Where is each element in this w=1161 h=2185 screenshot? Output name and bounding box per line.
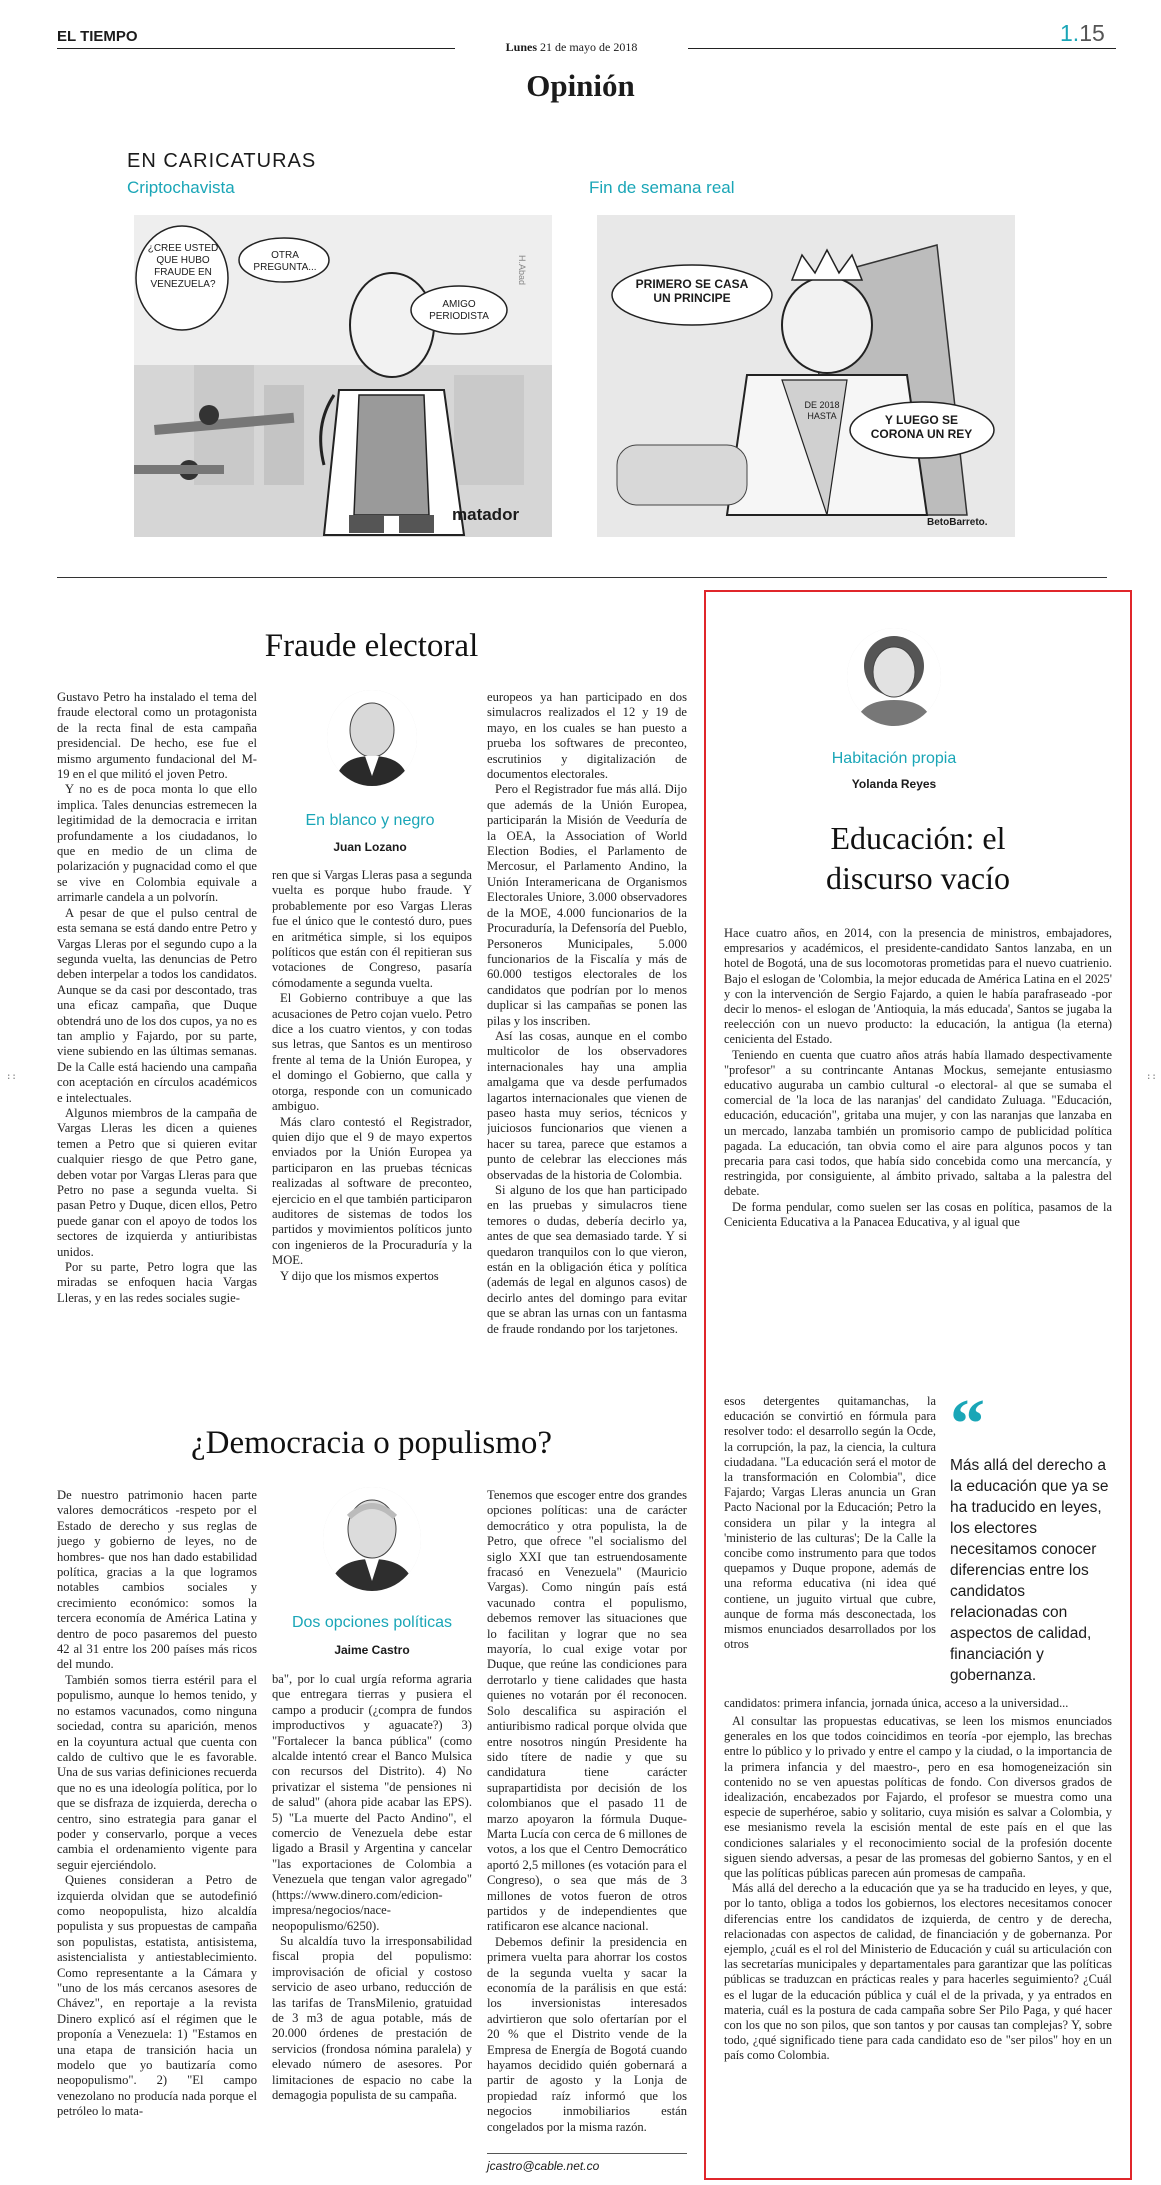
fraude-author: Juan Lozano (333, 840, 407, 854)
educacion-intro (724, 926, 1112, 1394)
fraude-paragraph: Más claro contestó el Registrador, quien dijo que el 9 de mayo expertos enviados por la Unión Europea ya participaron en las pruebas técnicas realizadas al software de preconteo, ejercicio en el que también participaron auditores de sistemas de todos los partidos y movimientos políticos junto con ingenieros de la Procuraduría y la MOE. (272, 1114, 472, 1268)
educacion-paragraph: Hace cuatro años, en 2014, con la presencia de ministros, embajadores, empresarios y académicos, el presidente-candidato Santos lanzaba, en un hotel de Bogotá, una de sus locomotoras prometidas para el nuevo cuatrienio. Bajo el eslogan de 'Colombia, la mejor educada de América Latina en el 2025' y con la intervención de Sergio Fajardo, a quien le había parafraseado -por decir lo menos- el eslogan de 'Antioquia, la más educada', Santos se jugaba la reelección con un nuevo producto: la educación, la antigua (la eterna) cenicienta del Estado. (724, 926, 1112, 1047)
cartoon-right-sash: DE 2018 HASTA (804, 400, 840, 421)
jaime-castro-portrait (323, 1487, 421, 1591)
header-rule-left (57, 48, 455, 49)
educacion-paragraph: Teniendo en cuenta que cuatro años atrás había llamado despectivamente "profesor" a su contrincante Antanas Mockus, semejante entusiasmo educativo auguraba un cambio cultural -o electoral- al que se sumaba el comercial de 'la loca de las naranjas' del candidato Zuluaga. "Educación, educación, educación", gritaba una mujer, y con las naranjas que lanzaba en un mercado, lanzaba también un promisorio campo de publicidad política pagada. La educación, tan obvia como el aire para algunos pocos y tan precaria para casi todos, que había sido concebida como una mercancía, y restringida, por consiguiente, al ámbito privado, saltaba a la palestra del debate. (724, 1047, 1112, 1199)
educacion-narrow-column (724, 1394, 936, 1694)
fraude-paragraph: El Gobierno contribuye a que las acusaciones de Petro cojan vuelo. Petro dice a los cuatro vientos, y con todas sus letras, que Santos es un mentiroso frente al tema de la Unión Europea, y el domingo el Gobierno, que calla y otorga, responde con un comunicado ambiguo. (272, 991, 472, 1114)
svg-text:H.Abad: H.Abad (517, 255, 527, 286)
fraude-paragraph: Por su parte, Petro logra que las miradas se enfoquen hacia Vargas Lleras, y en las redes sociales sugie- (57, 1260, 257, 1305)
fraude-paragraph: A pesar de que el pulso central de esta semana se está dando entre Petro y Vargas Lleras por el segundo cupo a la segunda vuelta, las denuncias de Petro deben interpelar a todos los candidatos. Aunque se da casi por descontado, tras una eficaz campaña, que Duque obtendrá uno de los dos cupos, ya no es tan amplio y Fajardo, por su parte, viene subiendo en las últimas semanas. De la Calle está haciendo una campaña con aceptación en círculos académicos e intelectuales. (57, 905, 257, 1105)
democracia-column-3 (487, 1488, 687, 2148)
democracia-paragraph: Tenemos que escoger entre dos grandes opciones políticas: una de carácter democrático y otra populista, la de Petro, que ofrece "el socialismo del siglo XXI que tan estruendosamente fracasó en Venezuela" (Mauricio Vargas). Como ningún país está vacunado contra el populismo, debemos remover las situaciones que lo facilitan y lograr que no sea mayoría, lo cual exige votar por Duque, que reúne las condiciones para derrotarlo y tiene calidades que hasta quienes no votarán por él reconocen. Solo descalifica su aspiración el antiuribismo radical porque olvida que entre nosotros ningún Presidente ha sido títere de nadie y que su candidatura tiene carácter suprapartidista por decisión de los colombianos que el pasado 11 de marzo apoyaron la fórmula Duque-Marta Lucía con cerca de 6 millones de votos, a los que el Centro Democrático aportó 2,5 millones (es votación para el Congreso), o sea que más de 3 millones de votos fueron de otros partidos y de independientes que ratificaron ese alcance nacional. (487, 1488, 687, 1934)
fraude-column-2 (272, 868, 472, 1380)
cartoon-right-caption: Fin de semana real (589, 178, 735, 197)
educacion-paragraph: Más allá del derecho a la educación que ya se ha traducido en leyes, y que, por lo tanto, obliga a todos los gobiernos, los electores necesitamos conocer diferencias entre los candidatos de izquierda, de centro y de derecha, relacionadas con aspectos de calidad, de financiación y de gobernanza. Por ejemplo, ¿cuál es el rol del Ministerio de Educación y cuál su articulación con las secretarías municipales y departamentales para garantizar que las políticas públicas se traduzcan en prácticas reales y para hacerles seguimiento? ¿Cuál es el lugar de la educación pública y cuál el de la privada, y ya entrados en materia, cuál es la postura de cada campaña sobre Ser Pilo Paga, y qué hacer con los que no son pilos, que son tantos y por causas tan complejas? Y, sobre todo, ¿qué significado tiene para cada candidato eso de "ser pilos" hoy en un país como Colombia. (724, 1881, 1112, 2063)
educacion-headline-line-1: Educación: el (830, 820, 1006, 856)
cartoon-left-signature: matador (452, 505, 520, 524)
date-rest: 21 de mayo de 2018 (537, 40, 638, 54)
cartoons-heading: EN CARICATURAS (127, 150, 317, 172)
democracia-author: Jaime Castro (334, 1643, 410, 1657)
educacion-paragraph: candidatos: primera infancia, jornada única, acceso a la universidad... (724, 1696, 1069, 1710)
democracia-paragraph: También somos tierra estéril para el populismo, aunque lo hemos tenido, y no estamos vacunados, como ninguna sociedad, contra su aparición, menos en la coyuntura actual que cuenta con caldo de cultivo que le es favorable. Una de sus varias definiciones recuerda que no es una ideología política, por lo que se disfraza de izquierda, derecha o centro, sino estrategia para ganar el poder y conservarlo, porque a veces cambia el ordenamiento vigente para seguir ejerciéndolo. (57, 1672, 257, 1872)
fraude-paragraph: europeos ya han participado en dos simulacros realizados el 12 y 19 de mayo, en los cuales se han puesto a prueba los softwares de preconteo, escrutinios y digitalización de documentos electorales. (487, 690, 687, 782)
dateline (455, 40, 688, 55)
fraude-column-1 (57, 690, 257, 1380)
fraude-paragraph: Y no es de poca monta lo que ello implica. Tales denuncias estremecen la legitimidad de la democracia e irritan profundamente a los ciudadanos, lo que en medio de un clima de polarización y pugnacidad como el que se vive en Colombia equivale a arrimarle candela a un polvorín. (57, 782, 257, 905)
registration-mark-left: :: (6, 1072, 17, 1082)
democracia-paragraph: ba", por lo cual urgía reforma agraria que entregara tierras y pusiera el campo a producir (¿compra de fundos improductivos y aguacate?) 3) "Fortalecer la banca pública" (como alcalde intentó crear el Banco Mulsica con recursos del Distrito). 4) No privatizar el sistema "de pensiones ni de salud" (ahora pide acabar las EPS). 5) "La muerte del Pacto Andino", el comercio de Venezuela debe estar ligado a Brasil y Argentina y cancelar "las exportaciones de Colombia a Venezuela que tengan valor agregado" (https://www.dinero.com/edicion-impresa/negocios/nace-neopopulismo/6250). (272, 1672, 472, 1933)
fraude-paragraph: ren que si Vargas Lleras pasa a segunda vuelta es porque hubo fraude. Y probablemente por eso Vargas Lleras fue el único que le contestó duro, pues en aritmética simple, si los equipos políticos que están con él repitieran sus votaciones de Congreso, pasaría cómodamente a segunda vuelta. (272, 868, 472, 990)
header-rule-right (688, 48, 1116, 49)
democracia-paragraph: Debemos definir la presidencia en primera vuelta para ahorrar los costos de la segunda vuelta y sacar la economía de la parálisis en que está: los inversionistas interesados advirtieron que solo ofertarían por el 20 % que el Distrito vende de la Empresa de Energía de Bogotá cuando hayamos decidido quién gobernará a partir de agosto y la Lonja de propiedad raíz informó que los negocios inmobiliarios están congelados por la misma razón. (487, 1934, 687, 2134)
cartoon-criptochavista (134, 215, 552, 537)
section-title: Opinión (526, 68, 635, 103)
democracia-column-name: Dos opciones políticas (291, 1614, 453, 1631)
cartoon-right-signature: BetoBarreto. (927, 517, 988, 528)
educacion-paragraph: Al consultar las propuestas educativas, se leen los mismos enunciados generales en los que todos coincidimos en teoría -por ejemplo, las brechas entre lo público y lo privado y entre el campo y la ciudad, o la importancia de la primera infancia y del maestro-, pero en esa homogeneización sin contenido no se ven apuestas políticas de fondo. Con diversos grados de idealización, encabezados por Fajardo, el profesor se muestra como una especie de superhéroe, sabio y solitario, cuya misión es salvar a Colombia, y ese mesianismo revela la escisión mental de este país en el que las condiciones salariales y el reconocimiento social de la profesión docente siguen siendo adversas, a pesar de las promesas del gobierno Santos, y en el que las políticas públicas parecen aún promesas de campaña. (724, 1714, 1112, 1881)
masthead-logo: EL TIEMPO (57, 28, 138, 45)
fraude-column-3 (487, 690, 687, 1380)
cartoon-right-bubble-1: PRIMERO SE CASA UN PRINCIPE (635, 277, 749, 305)
fraude-paragraph: Gustavo Petro ha instalado el tema del fraude electoral como un protagonista de la recta final de esta campaña presidencial. De hecho, ese fue el mismo argumento fundacional del M-19 en el que militó el joven Petro. (57, 690, 257, 782)
fraude-headline: Fraude electoral (264, 628, 479, 664)
portrait-illustration (323, 1487, 421, 1591)
educacion-column-name: Habitación propia (831, 750, 957, 767)
educacion-paragraph: De forma pendular, como suelen ser las cosas en política, pasamos de la Cenicienta Educativa a la Panacea Educativa, y al igual que (724, 1199, 1112, 1229)
fraude-paragraph: Así las cosas, aunque en el combo multicolor de los observadores internacionales hay una amplia amalgama que va desde perfumados lagartos internacionales que vienen de paseo hasta muy serios, técnicos y juiciosos funcionarios que vienen a hacer su tarea, parece que estamos a punto de celebrar las elecciones más observadas de la historia de Colombia. (487, 1028, 687, 1182)
quote-icon: “ (950, 1386, 985, 1463)
cartoon-right-illustration (597, 215, 1015, 537)
democracia-column-2 (272, 1672, 472, 2177)
cartoon-fin-de-semana-real (597, 215, 1015, 537)
educacion-paragraph: esos detergentes quitamanchas, la educación se convirtió en fórmula para resolver todo: el desarrollo según la Ocde, la corrupción, la paz, la ciencia, la cultura ciudadana. "La educación será el motor de la transformación en Colombia", dice Fajardo; Vargas Lleras anuncia un Gran Pacto Nacional por la Educación; Petro la considera un pilar y la integra al 'ministerio de las culturas'; De la Calle la concibe como instrumento para que todos quepamos y Duque propone, además de una reforma educativa (ni idea qué contiene, un juguito virtual que cubre, aunque de forma más desconectada, los mismos enunciados desarrollados por los otros (724, 1394, 936, 1652)
democracia-paragraph: Quienes consideran a Petro de izquierda olvidan que se autodefinió como neopopulista, hizo alcaldía populista y sus propuestas de campaña son populistas, estatista, antisistema, asistencialista y antiestablecimiento. Como representante a la Cámara y "uno de los más cercanos asesores de Chávez", en reportaje a la revista Dinero explicó así el régimen que le proponía a Venezuela: 1) "Estamos en una etapa de transición hacia un modelo que yo bautizaría como neopopulismo". 2) "El campo venezolano no producía nada porque el petróleo lo mata- (57, 1873, 257, 2119)
yolanda-reyes-portrait (847, 628, 941, 726)
page-suffix: 15 (1079, 20, 1105, 46)
fraude-paragraph: Si alguno de los que han participado en las pruebas y simulacros tiene temores o dudas, debería decirlo ya, antes de que sea demasiado tarde. Y si quedaron tranquilos con lo que vieron, están en la obligación ética y política (además de legal en algunos casos) de decirlo antes del domingo para evitar que se abran las urnas con un fantasma de fraude rondando por los tarjetones. (487, 1183, 687, 1336)
page-prefix: 1. (1060, 20, 1080, 46)
page-number (1060, 20, 1105, 47)
educacion-headline-line-2: discurso vacío (826, 860, 1010, 896)
fraude-paragraph: Y dijo que los mismos expertos (280, 1268, 439, 1283)
portrait-illustration (847, 628, 941, 726)
democracia-headline: ¿Democracia o populismo? (190, 1425, 553, 1461)
fraude-column-name: En blanco y negro (305, 812, 435, 829)
educacion-pull-quote: Más allá del derecho a la educación que ya se ha traducido en leyes, los electores necesitamos conocer diferencias entre los candidatos relacionadas con aspectos de calidad, financiación y gobernanza. (950, 1457, 1109, 1684)
portrait-illustration (327, 690, 417, 786)
democracia-paragraph: De nuestro patrimonio hacen parte valores democráticos -respeto por el Estado de derecho y sus reglas de juego y gobierno de leyes, no de hombres- que nos han dado estabilidad política, gracias a la que logramos notables cambios sociales y crecimiento económico: somos la tercera economía de América Latina y dentro de poco pasaremos del puesto 42 al 31 entre los 200 países más ricos del mundo. (57, 1488, 257, 1672)
cartoon-right-bubble-2: Y LUEGO SE CORONA UN REY (870, 413, 973, 441)
educacion-headline (712, 818, 1124, 898)
cartoon-left-bubble-2: OTRA PREGUNTA... (253, 250, 317, 273)
cartoon-left-bubble-3: AMIGO PERIODISTA (429, 299, 489, 322)
democracia-email: jcastro@cable.net.co (487, 2159, 600, 2173)
section-separator (57, 577, 1107, 578)
democracia-column-1 (57, 1488, 257, 2178)
fraude-paragraph: Algunos miembros de la campaña de Vargas Lleras les dicen a quienes temen a Petro que si quieren evitar cualquier riesgo de que Petro gane, deben votar por Vargas Lleras para que Petro no pase a segunda vuelta. Si pasan Petro y Duque, dicen ellos, Petro puede ganar con el apoyo de todos los sectores de izquierda y antiuribistas unidos. (57, 1105, 257, 1259)
educacion-rest (724, 1714, 1112, 2169)
cartoon-left-bubble-1: ¿CREE USTED QUE HUBO FRAUDE EN VENEZUELA? (147, 243, 219, 290)
juan-lozano-portrait (327, 690, 417, 786)
email-rule (487, 2153, 687, 2154)
fraude-paragraph: Pero el Registrador fue más allá. Dijo que además de la Unión Europea, participarán la Misión de Veeduría de la OEA, la Association of World Election Bodies, el Parlamento de Mercosur, el Parlamento Andino, la Unión Interamericana de Organismos Electorales Uniore, 3.000 observadores de la MOE, 4.000 funcionarios de la Procuraduría, la Defensoría del Pueblo, Personeros Municipales, 5.000 funcionarios de la Fiscalía y más de 60.000 testigos electorales de los candidatos que podrían por lo menos duplicar si las campañas se ponen las pilas y los inscriben. (487, 782, 687, 1028)
cartoon-left-caption: Criptochavista (127, 178, 235, 197)
registration-mark-right: :: (1146, 1072, 1157, 1082)
educacion-author: Yolanda Reyes (851, 777, 937, 791)
educacion-narrow-continuation (724, 1696, 1112, 1712)
date-day: Lunes (505, 40, 538, 54)
democracia-paragraph: Su alcaldía tuvo la irresponsabilidad fiscal propia del populismo: improvisación de oficial y costoso servicio de aseo urbano, reducción de las tarifas de TransMilenio, gratuidad de 3 m3 de agua potable, más de 20.000 órdenes de prestación de servicios (frondosa nómina paralela) y elevado número de asesores. Por limitaciones de espacio no cabe la demagogia populista de su campaña. (272, 1933, 472, 2102)
